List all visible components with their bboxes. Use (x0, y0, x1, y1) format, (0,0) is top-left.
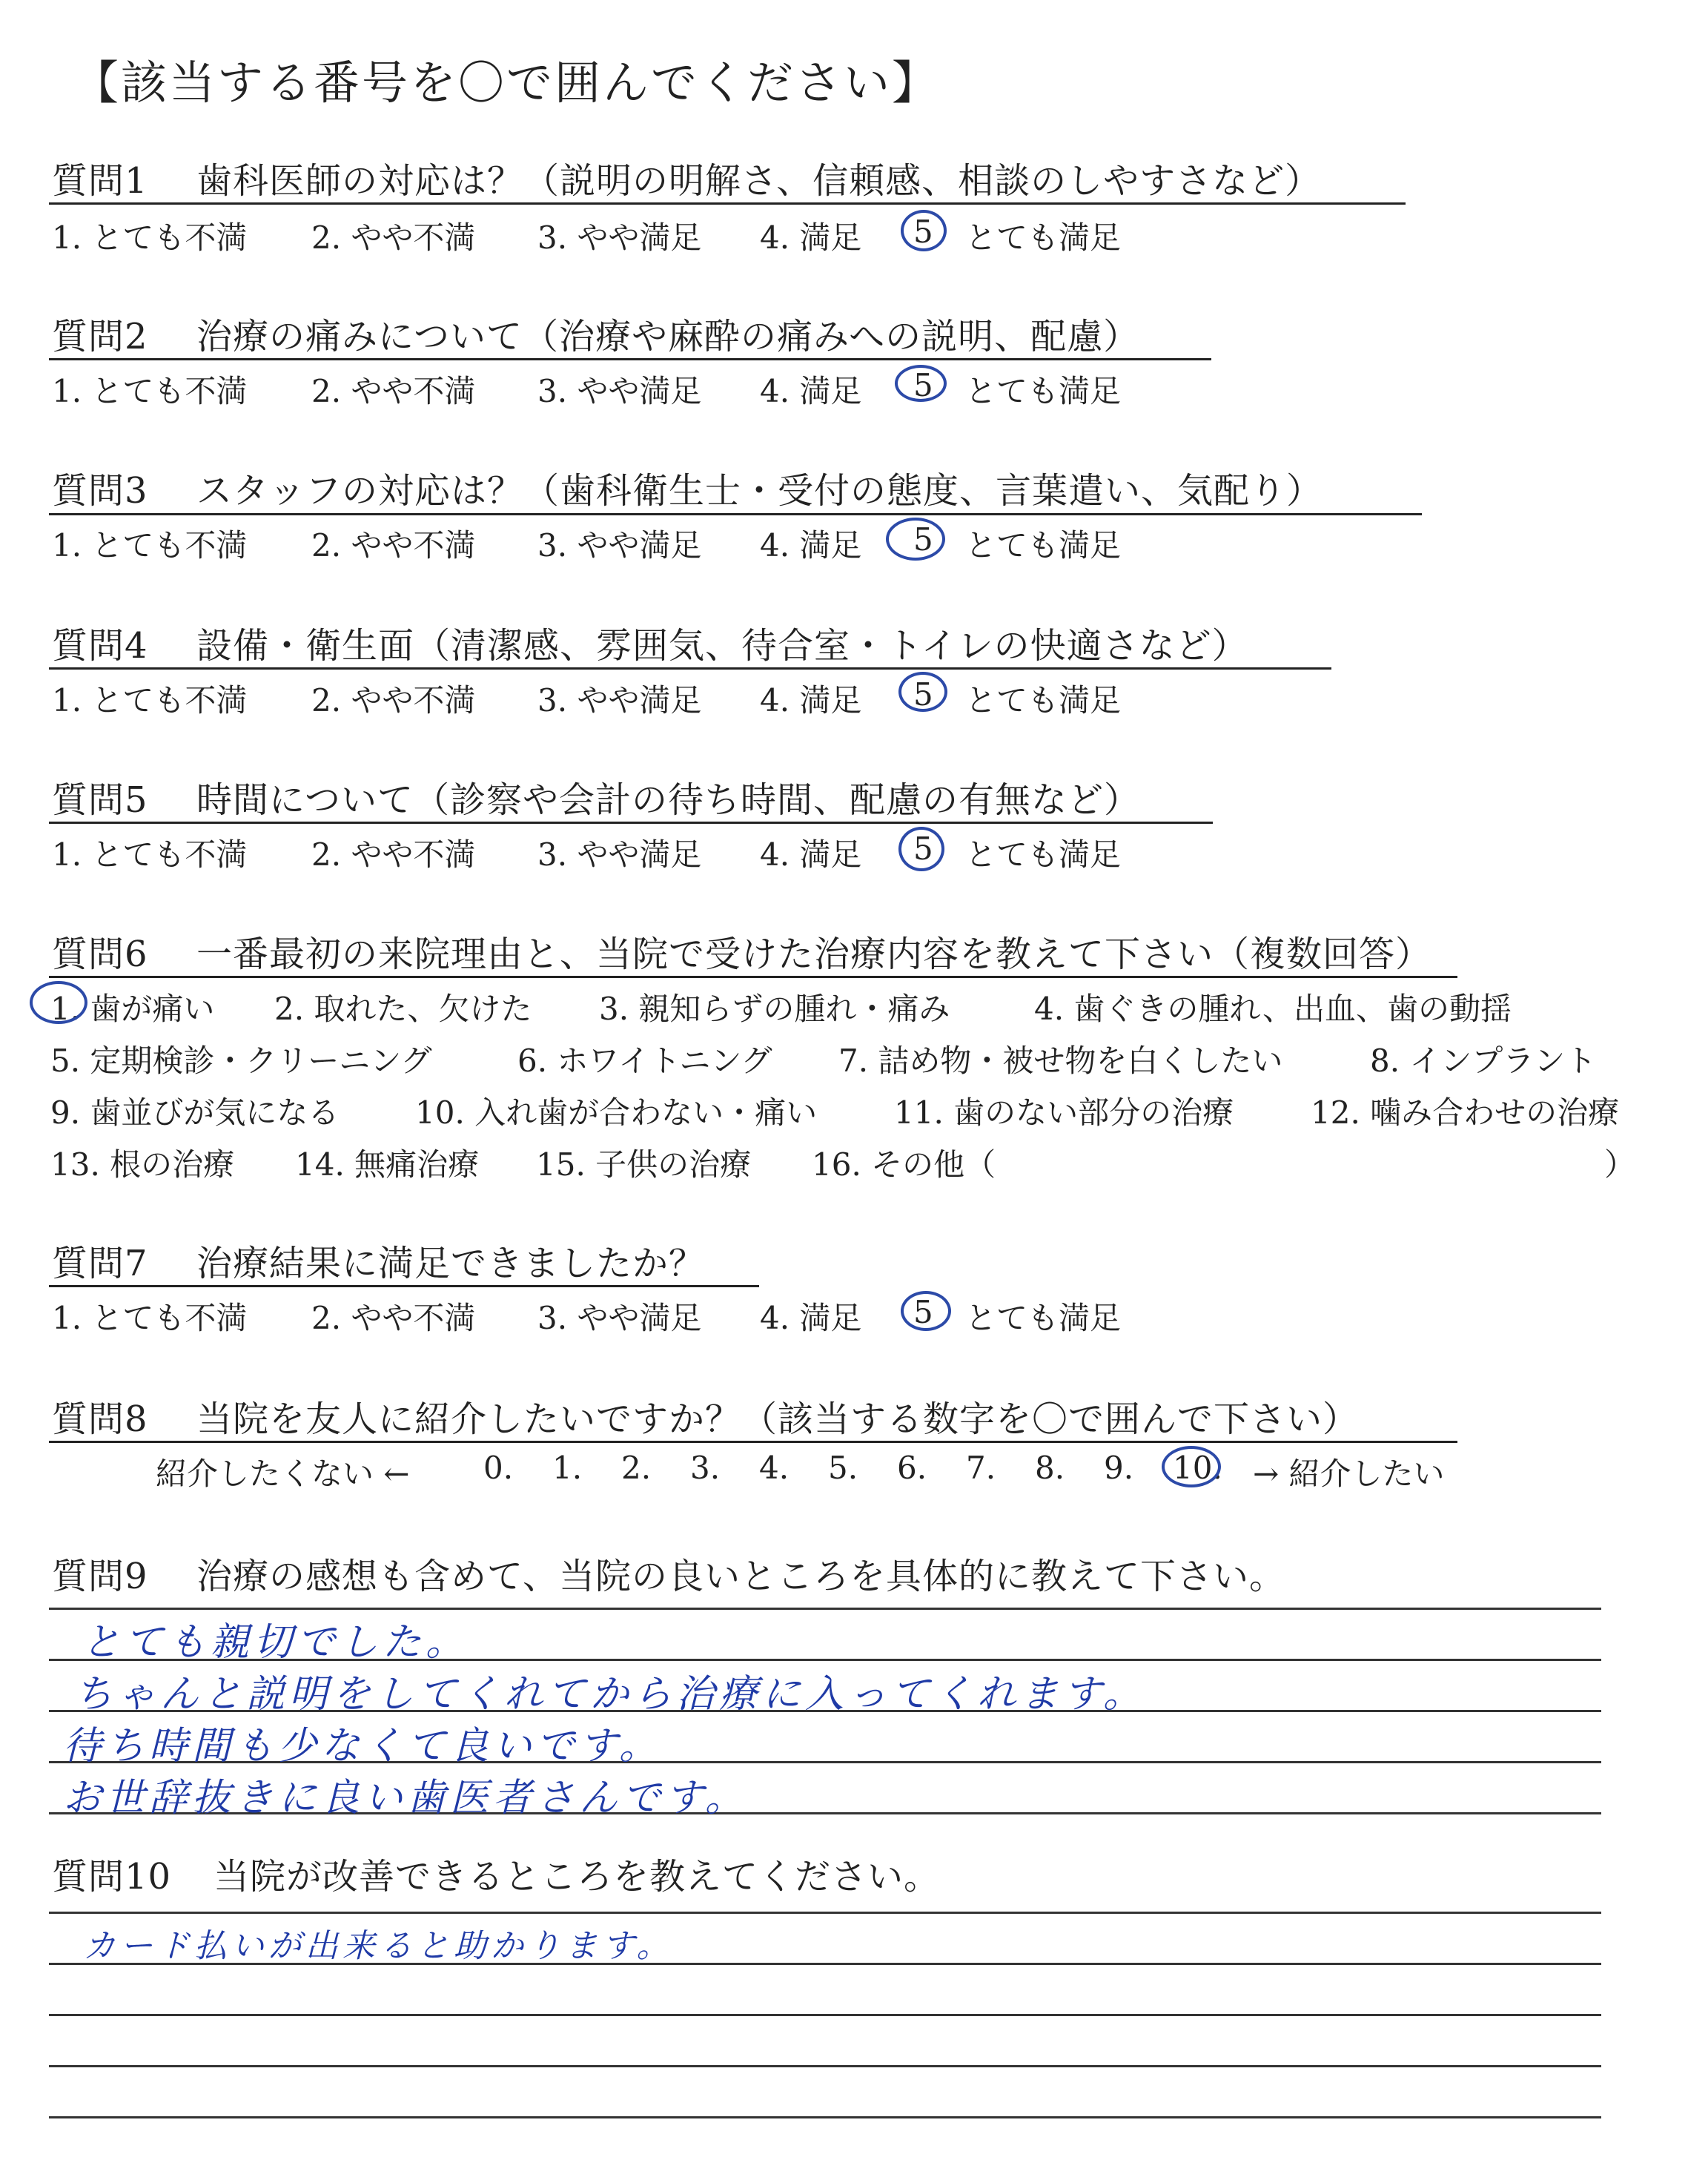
q1-underline (49, 202, 1406, 205)
q7-option-5[interactable]: 5 (913, 1294, 933, 1330)
q3-option-3[interactable]: 3. やや満足 (537, 527, 702, 564)
q6-option-9[interactable]: 9. 歯並びが気になる (50, 1094, 340, 1131)
q7-option-2[interactable]: 2. やや不満 (311, 1300, 476, 1336)
q7-label: 質問7 (52, 1243, 148, 1284)
q5-option-5-label: とても満足 (965, 836, 1122, 873)
q10-text: 当院が改善できるところを教えてください。 (214, 1856, 941, 1898)
q3-underline (49, 513, 1422, 515)
q2-option-2[interactable]: 2. やや不満 (311, 373, 476, 409)
q10-answer-line-1: カード払いが出来ると助かります。 (83, 1927, 674, 1965)
q2-option-1[interactable]: 1. とても不満 (52, 373, 248, 409)
q5-selection-circle (898, 827, 944, 871)
q6-option-6[interactable]: 6. ホワイトニング (517, 1043, 772, 1079)
q6-label: 質問6 (52, 934, 148, 975)
q6-text: 一番最初の来院理由と、当院で受けた治療内容を教えて下さい（複数回答） (196, 934, 1432, 975)
q8-text: 当院を友人に紹介したいですか？（該当する数字を〇で囲んで下さい） (196, 1398, 1360, 1440)
q6-option-2[interactable]: 2. 取れた、欠けた (274, 991, 532, 1027)
q6-option-5[interactable]: 5. 定期検診・クリーニング (50, 1043, 432, 1079)
q6-option-13[interactable]: 13. 根の治療 (50, 1146, 235, 1183)
q6-option-16-close: ） (1604, 1146, 1636, 1183)
q8-score-3[interactable]: 3. (690, 1450, 721, 1486)
q8-score-0[interactable]: 0. (483, 1450, 514, 1486)
q8-label: 質問8 (52, 1398, 148, 1440)
q7-selection-circle (901, 1291, 951, 1331)
q2-text: 治療の痛みについて（治療や麻酔の痛みへの説明、配慮） (196, 316, 1140, 357)
q9-rule-1 (49, 1608, 1601, 1610)
q8-score-4[interactable]: 4. (759, 1450, 790, 1486)
q2-option-4[interactable]: 4. 満足 (760, 373, 862, 409)
q6-selection-circle (30, 981, 87, 1024)
q3-option-5-label: とても満足 (965, 527, 1122, 564)
q4-option-3[interactable]: 3. やや満足 (537, 682, 702, 719)
q6-option-15[interactable]: 15. 子供の治療 (536, 1146, 752, 1183)
q5-option-3[interactable]: 3. やや満足 (537, 836, 702, 873)
q6-option-4[interactable]: 4. 歯ぐきの腫れ、出血、歯の動揺 (1034, 991, 1512, 1027)
q5-option-2[interactable]: 2. やや不満 (311, 836, 476, 873)
q9-answer-line-1: とても親切でした。 (82, 1620, 469, 1665)
q6-options (50, 985, 1681, 1192)
q1-option-2[interactable]: 2. やや不満 (311, 219, 476, 256)
q5-option-1[interactable]: 1. とても不満 (52, 836, 248, 873)
q3-option-5[interactable]: 5 (913, 521, 933, 558)
q7-option-4[interactable]: 4. 満足 (760, 1300, 862, 1336)
q1-option-5-label: とても満足 (965, 219, 1122, 256)
q10-rule-3 (49, 2014, 1601, 2016)
q5-underline (49, 822, 1213, 824)
q6-option-7[interactable]: 7. 詰め物・被せ物を白くしたい (838, 1043, 1283, 1079)
q6-option-1[interactable]: 1. 歯が痛い (50, 991, 215, 1027)
q6-option-8[interactable]: 8. インプラント (1370, 1043, 1597, 1079)
q9-answer-line-4: お世辞抜きに良い歯医者さんです。 (63, 1776, 748, 1820)
q5-option-4[interactable]: 4. 満足 (760, 836, 862, 873)
q2-selection-circle (895, 365, 947, 402)
q4-text: 設備・衛生面（清潔感、雰囲気、待合室・トイレの快適さなど） (196, 625, 1248, 667)
q2-option-5-label: とても満足 (965, 373, 1122, 409)
q3-label: 質問3 (52, 470, 148, 512)
q1-option-1[interactable]: 1. とても不満 (52, 219, 248, 256)
q3-selection-circle (886, 518, 945, 561)
q8-scale (156, 1450, 1564, 1494)
q2-option-5[interactable]: 5 (913, 367, 933, 403)
q7-option-3[interactable]: 3. やや満足 (537, 1300, 702, 1336)
q8-score-6[interactable]: 6. (897, 1450, 927, 1486)
q5-label: 質問5 (52, 779, 148, 821)
q10-rule-1 (49, 1912, 1601, 1914)
q7-underline (49, 1285, 759, 1287)
q2-underline (49, 358, 1211, 360)
q4-underline (49, 667, 1331, 670)
q5-option-5[interactable]: 5 (913, 830, 933, 867)
q8-score-5[interactable]: 5. (828, 1450, 858, 1486)
q9-answer-line-2: ちゃんと説明をしてくれてから治療に入ってくれます。 (74, 1672, 1146, 1717)
q10-label: 質問10 (52, 1856, 172, 1898)
q8-score-9[interactable]: 9. (1104, 1450, 1134, 1486)
q8-underline (49, 1441, 1457, 1443)
q3-text: スタッフの対応は？（歯科衛生士・受付の態度、言葉遣い、気配り） (196, 470, 1323, 512)
q6-option-12[interactable]: 12. 噛み合わせの治療 (1311, 1094, 1620, 1131)
q8-right-label: → 紹介したい (1253, 1456, 1445, 1492)
q8-score-1[interactable]: 1. (552, 1450, 583, 1486)
q8-score-8[interactable]: 8. (1035, 1450, 1065, 1486)
q1-label: 質問1 (52, 160, 148, 202)
q3-option-1[interactable]: 1. とても不満 (52, 527, 248, 564)
q5-text: 時間について（診察や会計の待ち時間、配慮の有無など） (196, 779, 1141, 821)
q1-text: 歯科医師の対応は？（説明の明解さ、信頼感、相談のしやすさなど） (196, 160, 1322, 202)
q6-option-11[interactable]: 11. 歯のない部分の治療 (894, 1094, 1234, 1131)
q6-option-3[interactable]: 3. 親知らずの腫れ・痛み (599, 991, 950, 1027)
q8-left-label: 紹介したくない ← (156, 1456, 410, 1492)
q1-option-3[interactable]: 3. やや満足 (537, 219, 702, 256)
q4-label: 質問4 (52, 625, 148, 667)
q10-rule-5 (49, 2116, 1601, 2118)
q4-option-4[interactable]: 4. 満足 (760, 682, 862, 719)
q7-option-1[interactable]: 1. とても不満 (52, 1300, 248, 1336)
q6-option-16[interactable]: 16. その他（ (812, 1146, 996, 1183)
q1-option-4[interactable]: 4. 満足 (760, 219, 862, 256)
q8-selection-circle (1162, 1446, 1221, 1487)
q8-score-7[interactable]: 7. (966, 1450, 996, 1486)
q1-option-5[interactable]: 5 (913, 214, 933, 250)
q7-text: 治療結果に満足できましたか？ (196, 1243, 706, 1284)
q4-selection-circle (898, 672, 947, 712)
q3-option-2[interactable]: 2. やや不満 (311, 527, 476, 564)
q1-selection-circle (901, 210, 947, 251)
q3-option-4[interactable]: 4. 満足 (760, 527, 862, 564)
q4-option-5-label: とても満足 (965, 682, 1122, 719)
q10-rule-4 (49, 2065, 1601, 2067)
q7-option-5-label: とても満足 (965, 1300, 1122, 1336)
q2-label: 質問2 (52, 316, 148, 357)
q6-option-10[interactable]: 10. 入れ歯が合わない・痛い (415, 1094, 818, 1131)
q9-label: 質問9 (52, 1556, 148, 1597)
q8-score-2[interactable]: 2. (621, 1450, 652, 1486)
q4-option-1[interactable]: 1. とても不満 (52, 682, 248, 719)
q9-answer-line-3: 待ち時間も少なくて良いです。 (63, 1724, 662, 1768)
q6-option-14[interactable]: 14. 無痛治療 (295, 1146, 480, 1183)
q2-option-3[interactable]: 3. やや満足 (537, 373, 702, 409)
q9-text: 治療の感想も含めて、当院の良いところを具体的に教えて下さい。 (196, 1556, 1286, 1597)
q8-score-10[interactable]: 10. (1173, 1450, 1222, 1486)
page-heading: 【該当する番号を〇で囲んでください】 (73, 56, 941, 110)
q6-underline (49, 976, 1457, 978)
q4-option-2[interactable]: 2. やや不満 (311, 682, 476, 719)
q4-option-5[interactable]: 5 (913, 676, 933, 713)
